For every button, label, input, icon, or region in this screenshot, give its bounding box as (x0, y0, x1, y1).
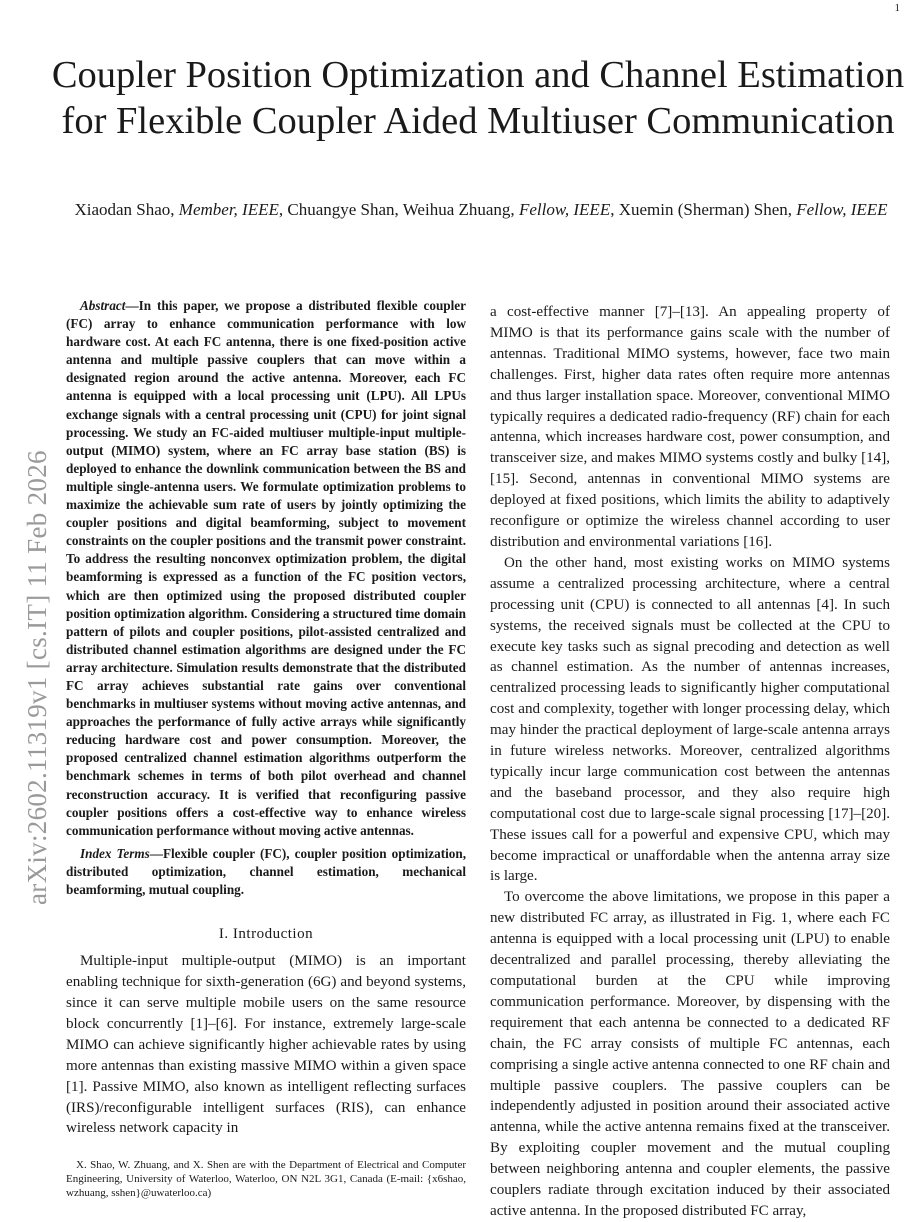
left-column (66, 297, 466, 1139)
arxiv-stamp: arXiv:2602.11319v1 [cs.IT] 11 Feb 2026 (22, 450, 52, 905)
right-paragraph-1: a cost-effective manner [7]–[13]. An appealing property of MIMO is that its performance gains scale with the number of antennas. Traditional MIMO systems, however, face two main challenges. First, higher data rates often require more antennas and thus larger installation space. Moreover, conventional MIMO typically requires a dedicated radio-frequency (RF) chain for each antenna, which increases hardware cost, power consumption, and transceiver size, and makes MIMO systems costly and bulky [14], [15]. Second, antennas in conventional MIMO systems are deployed at fixed positions, which limits the ability to adaptively reconfigure or optimize the wireless channel according to user distribution and environmental variations [16]. (490, 304, 890, 550)
author-list (48, 199, 906, 221)
author-1: Xiaodan Shao, (74, 200, 179, 219)
intro-paragraph: Multiple-input multiple-output (MIMO) is an important enabling technique for sixth-generation (6G) and beyond systems, since it can serve multiple mobile users on the same resource block concurrently [1]–[6]. For instance, extremely large-scale MIMO can achieve significantly higher achievable rates by using more antennas than existing massive MIMO within a given space [1]. Passive MIMO, also known as intelligent reflecting surfaces (IRS)/reconfigurable intelligent surfaces (RIS), can enhance wireless network capacity in (66, 953, 466, 1137)
section-heading-introduction: I. Introduction (218, 926, 314, 943)
author-2-3: , Chuangye Shan, Weihua Zhuang, (278, 200, 519, 219)
index-terms-text: —Flexible coupler (FC), coupler position optimization, distributed optimization, channel estimation, mechanical beamforming, mutual coupling. (66, 845, 466, 897)
author-1-role: Member, IEEE (178, 200, 279, 219)
index-terms-lead: Index Terms (80, 845, 150, 861)
right-column (490, 302, 890, 1222)
paper-title: Coupler Position Optimization and Channel Estimation for Flexible Coupler Aided Multiuser Communication (51, 54, 905, 142)
author-4: , Xuemin (Sherman) Shen, (610, 200, 797, 219)
right-paragraph-2: On the other hand, most existing works on MIMO systems assume a centralized processing architecture, where a central processing unit (CPU) is connected to all antennas [4]. In such systems, the received signals must be collected at the CPU to execute key tasks such as signal precoding and detection as well as channel estimation. As the number of antennas increases, centralized processing leads to significantly higher computational cost and complexity, together with longer processing delay, which may hinder the practical deployment of large-scale antenna arrays in future wireless networks. Moreover, centralized algorithms typically incur large communication cost between the antennas and the baseband processor, and they also require high computational cost due to large-scale signal processing [17]–[20]. These issues call for a powerful and expensive CPU, which may become impractical or unaffordable when the antenna array size is large. (490, 554, 890, 885)
page-number: 1 (894, 2, 900, 14)
right-paragraph-3: To overcome the above limitations, we propose in this paper a new distributed FC array, as illustrated in Fig. 1, where each FC antenna is equipped with a local processing unit (LPU) to enable decentralized and parallel processing, thereby alleviating the computational burden at the CPU while improving communication performance. Moreover, by dispensing with the requirement that each antenna be connected to a dedicated RF chain, the FC array consists of multiple FC antennas, each comprising a single active antenna connected to one RF chain and multiple passive couplers. The passive couplers can be independently adjusted in position around their associated active antenna, while the active antenna remains fixed at the transceiver. By exploiting coupler movement and the mutual coupling between neighboring antenna and coupler elements, the passive couplers radiate through excitation induced by their associated active antenna. In the proposed distributed FC array, (490, 889, 890, 1219)
affiliation-footnote (66, 1158, 466, 1200)
abstract (66, 297, 466, 840)
abstract-text: —In this paper, we propose a distributed flexible coupler (FC) array to enhance communication performance with low hardware cost. At each FC antenna, there is one fixed-position active antenna and multiple passive couplers that can move within a designated region around the active antenna. Moreover, each FC antenna is equipped with a local processing unit (LPU). All LPUs exchange signals with a central processing unit (CPU) for joint signal processing. We study an FC-aided multiuser multiple-input multiple-output (MIMO) system, where an FC array base station (BS) is deployed to enhance the downlink communication between the BS and multiple single-antenna users. We formulate optimization problems to maximize the achievable sum rate of users by jointly optimizing the coupler positions and digital beamforming, subject to movement constraints on the coupler positions and the transmit power constraint. To address the resulting nonconvex optimization problem, the digital beamforming is expressed as a function of the FC position vectors, which are then optimized using the proposed distributed coupler position optimization algorithm. Considering a structured time domain pattern of pilots and coupler positions, pilot-assisted centralized and distributed channel estimation algorithms are designed under the FC array architecture. Simulation results demonstrate that the distributed FC array achieves substantial rate gains over conventional benchmarks in multiuser systems without moving active antennas, and approaches the performance of fully active arrays while significantly reducing hardware cost and power consumption. Moreover, the proposed centralized channel estimation algorithms outperform the benchmark schemes in terms of both pilot overhead and channel reconstruction accuracy. It is verified that reconfiguring passive coupler positions offers a cost-effective way to enhance wireless communication performance without moving active antennas. (66, 298, 466, 838)
footnote-text: X. Shao, W. Zhuang, and X. Shen are with the Department of Electrical and Computer Engineering, University of Waterloo, Waterloo, ON N2L 3G1, Canada (E-mail: {x6shao, wzhuang, sshen}@uwaterloo.ca) (66, 1159, 466, 1199)
author-3-role: Fellow, IEEE (518, 200, 611, 219)
author-4-role: Fellow, IEEE (796, 200, 888, 219)
index-terms (66, 845, 466, 899)
abstract-lead: Abstract (80, 298, 126, 313)
